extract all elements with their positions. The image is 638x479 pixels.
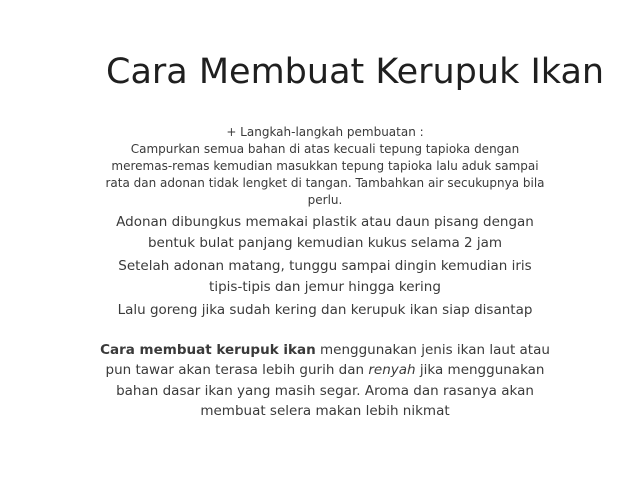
closing-paragraph bbox=[100, 340, 550, 422]
closing-text-b: jika menggunakan bahan dasar ikan yang masih segar. Aroma dan rasanya akan membuat selera makan lebih nikmat bbox=[116, 362, 545, 419]
step-4-text: Lalu goreng jika sudah kering dan kerupuk ikan siap disantap bbox=[117, 302, 533, 318]
closing-text-a: menggunakan jenis ikan laut atau pun tawar akan terasa lebih gurih dan bbox=[105, 341, 550, 378]
closing-bold-lead: Cara membuat kerupuk ikan bbox=[100, 341, 316, 358]
step-3-text: Setelah adonan matang, tunggu sampai dingin kemudian iris tipis-tipis dan jemur hingga kering bbox=[118, 258, 532, 295]
closing-italic-word: renyah bbox=[368, 362, 416, 378]
steps-heading: + Langkah-langkah pembuatan : bbox=[226, 125, 424, 139]
step-2-text: Adonan dibungkus memakai plastik atau daun pisang dengan bentuk bulat panjang kemudian kukus selama 2 jam bbox=[116, 214, 534, 251]
step-1-text: Campurkan semua bahan di atas kecuali tepung tapioka dengan meremas-remas kemudian masukkan tepung tapioka lalu aduk sampai rata dan adonan tidak lengket di tangan. Tambahkan air secukupnya bila perlu. bbox=[105, 142, 545, 207]
slide-body bbox=[100, 124, 550, 422]
slide-title: Cara Membuat Kerupuk Ikan bbox=[106, 52, 605, 92]
